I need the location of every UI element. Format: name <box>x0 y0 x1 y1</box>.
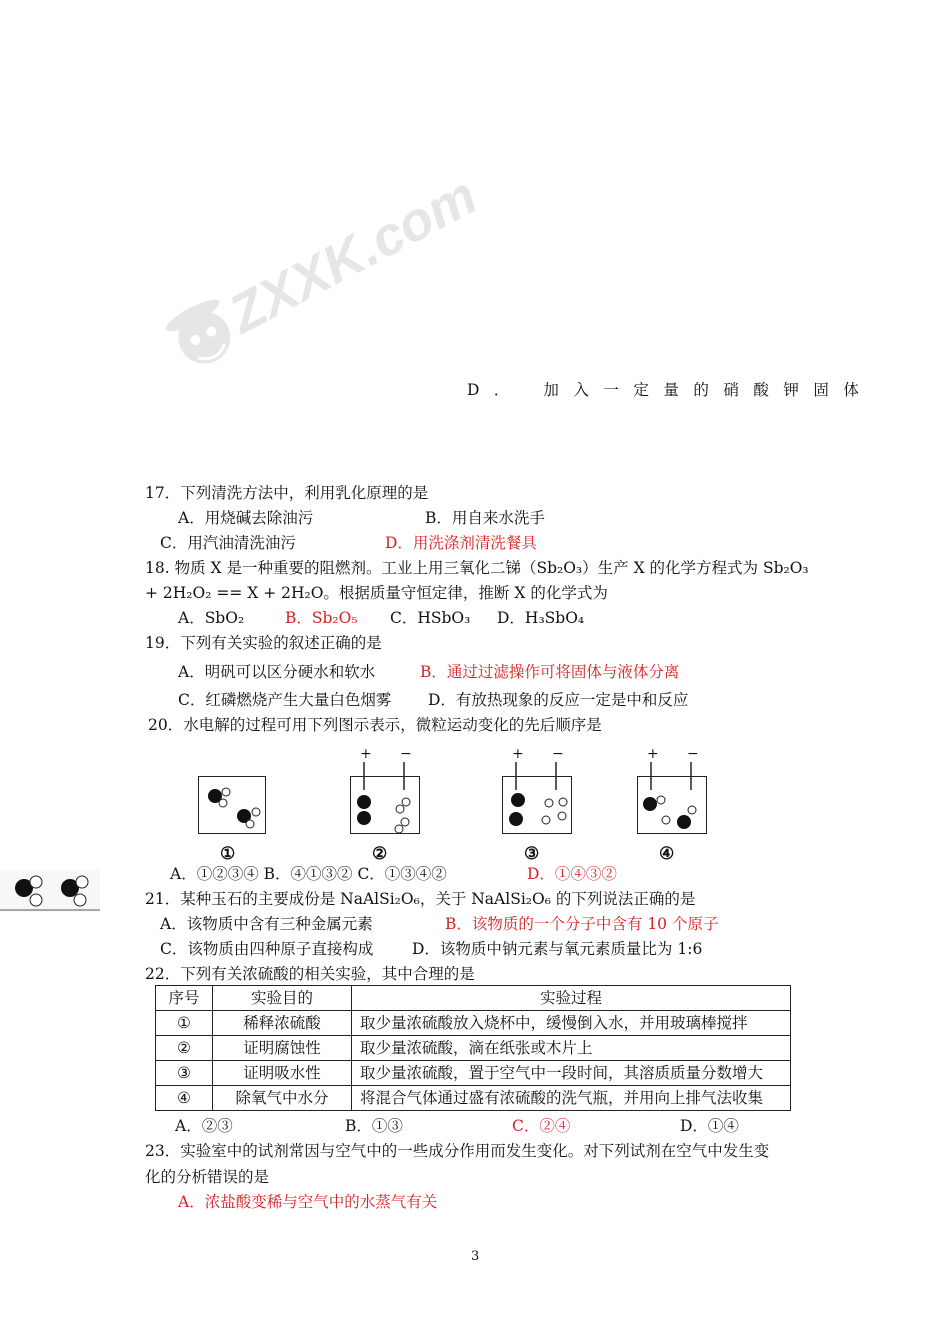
q21-option-c: C．该物质由四种原子直接构成 <box>160 940 374 958</box>
q22-stem: 22．下列有关浓硫酸的相关实验，其中合理的是 <box>145 965 475 983</box>
q16-option-d: D． 加入一定量的硝酸钾固体 <box>467 381 874 399</box>
row-index: ④ <box>156 1086 213 1111</box>
row-index: ① <box>156 1011 213 1036</box>
q20-figure-4-label: ④ <box>659 844 675 864</box>
q23-option-a: A．浓盐酸变稀与空气中的水蒸气有关 <box>178 1193 438 1211</box>
row-purpose: 证明吸水性 <box>213 1061 352 1086</box>
q21-stem: 21．某种玉石的主要成份是 NaAlSi₂O₆，关于 NaAlSi₂O₆ 的下列说法正确的是 <box>145 890 696 908</box>
row-purpose: 稀释浓硫酸 <box>213 1011 352 1036</box>
q22-option-b: B．①③ <box>345 1117 403 1135</box>
watermark-logo <box>140 165 487 420</box>
header-index: 序号 <box>156 986 213 1011</box>
header-purpose: 实验目的 <box>213 986 352 1011</box>
row-process: 取少量浓硫酸，置于空气中一段时间，其溶质质量分数增大 <box>352 1061 791 1086</box>
q18-option-d: D．H₃SbO₄ <box>497 609 585 627</box>
q17-option-c: C．用汽油清洗油污 <box>160 534 296 552</box>
margin-molecule-fragment <box>0 870 100 912</box>
minus-sign: − <box>400 746 412 762</box>
q19-option-a: A．明矾可以区分硬水和软水 <box>178 663 376 681</box>
q17-option-d: D．用洗涤剂清洗餐具 <box>385 534 537 552</box>
q20-figure-1-label: ① <box>220 844 236 864</box>
q18-option-a: A．SbO₂ <box>178 609 245 627</box>
q23-stem-line2: 化的分析错误的是 <box>145 1168 270 1186</box>
page-number: 3 <box>471 1249 480 1264</box>
q20-option-d: D．①④③② <box>527 865 617 883</box>
plus-sign: + <box>512 746 524 762</box>
q20-figure-3-label: ③ <box>524 844 540 864</box>
row-index: ③ <box>156 1061 213 1086</box>
minus-sign: − <box>552 746 564 762</box>
table-row <box>156 1036 791 1061</box>
row-purpose: 证明腐蚀性 <box>213 1036 352 1061</box>
q18-stem-line2: + 2H₂O₂ == X + 2H₂O。根据质量守恒定律，推断 X 的化学式为 <box>145 584 608 602</box>
q22-option-d: D．①④ <box>680 1117 739 1135</box>
plus-sign: + <box>360 746 372 762</box>
q23-stem-line1: 23．实验室中的试剂常因与空气中的一些成分作用而发生变化。对下列试剂在空气中发生变 <box>145 1142 770 1160</box>
q19-stem: 19．下列有关实验的叙述正确的是 <box>145 634 382 652</box>
watermark-text: ZXXK.com <box>219 165 487 345</box>
row-process: 取少量浓硫酸，滴在纸张或木片上 <box>352 1036 791 1061</box>
row-purpose: 除氧气中水分 <box>213 1086 352 1111</box>
table-header-row <box>156 986 791 1011</box>
q18-option-b: B．Sb₂O₅ <box>285 609 358 627</box>
q21-option-d: D．该物质中钠元素与氧元素质量比为 1:6 <box>412 940 703 958</box>
q19-option-d: D．有放热现象的反应一定是中和反应 <box>428 691 689 709</box>
table-row <box>156 1086 791 1111</box>
minus-sign: − <box>687 746 699 762</box>
q21-option-b: B．该物质的一个分子中含有 10 个原子 <box>445 915 719 933</box>
q22-table <box>155 985 791 1111</box>
q17-option-a: A．用烧碱去除油污 <box>178 509 314 527</box>
q17-stem: 17．下列清洗方法中，利用乳化原理的是 <box>145 484 429 502</box>
q19-option-c: C．红磷燃烧产生大量白色烟雾 <box>178 691 392 709</box>
row-process: 将混合气体通过盛有浓硫酸的洗气瓶，并用向上排气法收集 <box>352 1086 791 1111</box>
q22-option-a: A．②③ <box>175 1117 233 1135</box>
q21-option-a: A．该物质中含有三种金属元素 <box>160 915 373 933</box>
q20-figure-2-label: ② <box>372 844 388 864</box>
q20-stem: 20．水电解的过程可用下列图示表示，微粒运动变化的先后顺序是 <box>148 716 602 734</box>
q18-stem-line1: 18. 物质 X 是一种重要的阻燃剂。工业上用三氧化二锑（Sb₂O₃）生产 X 的化学方程式为 Sb₂O₃ <box>145 559 809 577</box>
row-process: 取少量浓硫酸放入烧杯中，缓慢倒入水，并用玻璃棒搅拌 <box>352 1011 791 1036</box>
table-row <box>156 1011 791 1036</box>
plus-sign: + <box>647 746 659 762</box>
q20-options-abc: A．①②③④ B．④①③② C．①③④② <box>170 865 447 883</box>
q22-option-c: C．②④ <box>512 1117 571 1135</box>
table-row <box>156 1061 791 1086</box>
row-index: ② <box>156 1036 213 1061</box>
q19-option-b: B．通过过滤操作可将固体与液体分离 <box>420 663 680 681</box>
q17-option-b: B．用自来水洗手 <box>425 509 545 527</box>
q18-option-c: C．HSbO₃ <box>390 609 471 627</box>
header-process: 实验过程 <box>352 986 791 1011</box>
